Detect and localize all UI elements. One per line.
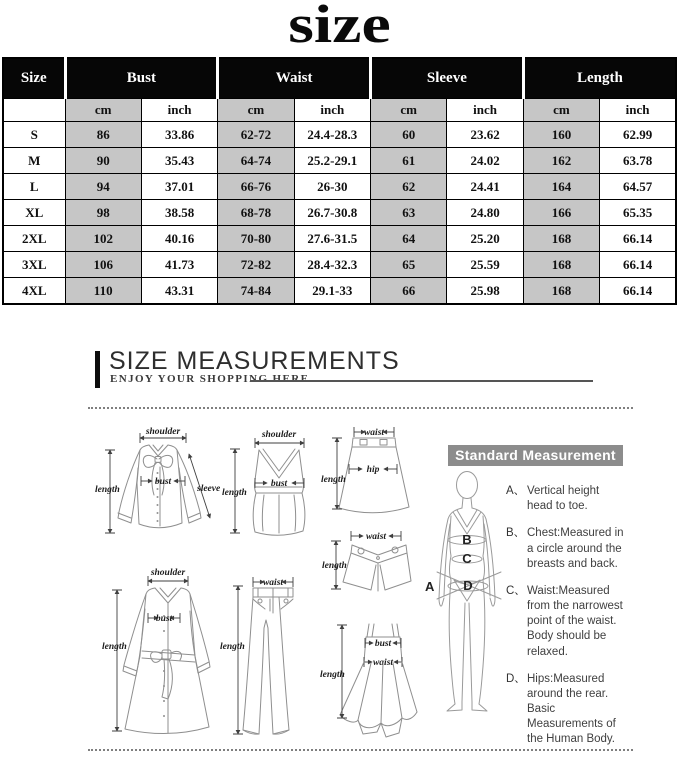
value-cell: 65.35 xyxy=(600,200,676,226)
value-cell: 164 xyxy=(523,174,599,200)
value-cell: 33.86 xyxy=(141,122,217,148)
shorts-length-label: length xyxy=(322,561,347,571)
value-cell: 168 xyxy=(523,252,599,278)
table-row xyxy=(3,148,676,174)
note-text: Vertical height head to toe. xyxy=(527,485,600,513)
measurement-note xyxy=(506,526,627,572)
page-title: size xyxy=(288,0,391,54)
table-row xyxy=(3,252,676,278)
value-cell: 40.16 xyxy=(141,226,217,252)
section-title: SIZE MEASUREMENTS xyxy=(109,347,400,375)
value-cell: 68-78 xyxy=(218,200,294,226)
value-cell: 60 xyxy=(371,122,447,148)
note-key: D、 xyxy=(506,672,526,685)
value-cell: 110 xyxy=(65,278,141,305)
section-subtitle: ENJOY YOUR SHOPPING HERE xyxy=(110,373,310,385)
table-row xyxy=(3,226,676,252)
size-cell: XL xyxy=(3,200,65,226)
size-cell: 2XL xyxy=(3,226,65,252)
value-cell: 62.99 xyxy=(600,122,676,148)
size-cell: M xyxy=(3,148,65,174)
measurement-note xyxy=(506,484,627,514)
value-cell: 66.14 xyxy=(600,252,676,278)
table-row xyxy=(3,200,676,226)
value-cell: 26-30 xyxy=(294,174,370,200)
unit-cell: cm xyxy=(371,99,447,122)
dress-waist-label: waist xyxy=(372,658,394,668)
column-header-sleeve: Sleeve xyxy=(371,58,524,99)
top-shoulder-label: shoulder xyxy=(261,430,297,440)
shorts-sketch xyxy=(316,521,416,601)
pants-length-label: length xyxy=(220,642,245,652)
value-cell: 66-76 xyxy=(218,174,294,200)
value-cell: 64-74 xyxy=(218,148,294,174)
unit-cell: inch xyxy=(294,99,370,122)
unit-cell: cm xyxy=(65,99,141,122)
top-sketch xyxy=(222,425,322,545)
body-figure xyxy=(423,460,508,728)
value-cell: 24.02 xyxy=(447,148,523,174)
unit-cell: inch xyxy=(600,99,676,122)
figure-label-d: D xyxy=(463,578,473,593)
value-cell: 61 xyxy=(371,148,447,174)
blouse-length-label: length xyxy=(95,485,120,495)
measurement-note xyxy=(506,584,627,660)
value-cell: 66.14 xyxy=(600,278,676,305)
value-cell: 66.14 xyxy=(600,226,676,252)
blouse-sketch xyxy=(93,423,231,545)
dress-sketch xyxy=(313,610,421,746)
skirt-length-label: length xyxy=(321,475,346,485)
table-header-row xyxy=(3,58,676,99)
measurement-notes xyxy=(506,484,627,758)
top-length-label: length xyxy=(222,488,247,498)
figure-label-a: A xyxy=(425,579,435,594)
size-cell: 3XL xyxy=(3,252,65,278)
value-cell: 64.57 xyxy=(600,174,676,200)
unit-row xyxy=(3,99,676,122)
value-cell: 24.41 xyxy=(447,174,523,200)
value-cell: 23.62 xyxy=(447,122,523,148)
skirt-hip-label: hip xyxy=(366,465,380,475)
value-cell: 94 xyxy=(65,174,141,200)
section-accent-bar xyxy=(95,351,100,388)
unit-cell: cm xyxy=(218,99,294,122)
section-rule xyxy=(250,380,593,382)
note-key: B、 xyxy=(506,527,526,540)
value-cell: 27.6-31.5 xyxy=(294,226,370,252)
coat-shoulder-label: shoulder xyxy=(150,568,186,578)
note-text: Hips:Measured around the rear. Basic Measurements of the Human Body. xyxy=(527,672,616,746)
size-cell: 4XL xyxy=(3,278,65,305)
value-cell: 25.98 xyxy=(447,278,523,305)
size-cell: S xyxy=(3,122,65,148)
measurement-note xyxy=(506,672,627,748)
coat-bust-label: bust xyxy=(155,614,173,624)
value-cell: 168 xyxy=(523,278,599,305)
value-cell: 62-72 xyxy=(218,122,294,148)
size-table xyxy=(2,57,677,305)
value-cell: 63 xyxy=(371,200,447,226)
value-cell: 37.01 xyxy=(141,174,217,200)
note-text: Waist:Measured from the narrowest point of the waist. Body should be relaxed. xyxy=(527,584,623,658)
table-row xyxy=(3,122,676,148)
unit-cell: inch xyxy=(141,99,217,122)
dotted-divider-top xyxy=(88,407,633,409)
value-cell: 26.7-30.8 xyxy=(294,200,370,226)
value-cell: 38.58 xyxy=(141,200,217,226)
value-cell: 35.43 xyxy=(141,148,217,174)
column-header-waist: Waist xyxy=(218,58,371,99)
value-cell: 74-84 xyxy=(218,278,294,305)
value-cell: 66 xyxy=(371,278,447,305)
value-cell: 25.59 xyxy=(447,252,523,278)
value-cell: 72-82 xyxy=(218,252,294,278)
value-cell: 168 xyxy=(523,226,599,252)
column-header-size: Size xyxy=(3,58,65,99)
blouse-shoulder-label: shoulder xyxy=(145,427,181,437)
unit-cell: inch xyxy=(447,99,523,122)
value-cell: 65 xyxy=(371,252,447,278)
value-cell: 166 xyxy=(523,200,599,226)
unit-cell: cm xyxy=(523,99,599,122)
blouse-sleeve-label: sleeve xyxy=(197,484,221,494)
table-row xyxy=(3,278,676,305)
value-cell: 41.73 xyxy=(141,252,217,278)
value-cell: 102 xyxy=(65,226,141,252)
note-text: Chest:Measured in a circle around the breasts and back. xyxy=(527,527,624,570)
dress-bust-label: bust xyxy=(374,639,392,649)
value-cell: 25.20 xyxy=(447,226,523,252)
size-cell: L xyxy=(3,174,65,200)
value-cell: 90 xyxy=(65,148,141,174)
column-header-bust: Bust xyxy=(65,58,218,99)
value-cell: 63.78 xyxy=(600,148,676,174)
value-cell: 28.4-32.3 xyxy=(294,252,370,278)
column-header-length: Length xyxy=(523,58,676,99)
skirt-waist-label: waist xyxy=(363,428,385,438)
value-cell: 70-80 xyxy=(218,226,294,252)
value-cell: 24.4-28.3 xyxy=(294,122,370,148)
value-cell: 62 xyxy=(371,174,447,200)
unit-blank-cell xyxy=(3,99,65,122)
value-cell: 160 xyxy=(523,122,599,148)
value-cell: 25.2-29.1 xyxy=(294,148,370,174)
dress-length-label: length xyxy=(320,670,345,680)
value-cell: 98 xyxy=(65,200,141,226)
value-cell: 29.1-33 xyxy=(294,278,370,305)
pants-sketch xyxy=(216,568,306,744)
table-row xyxy=(3,174,676,200)
pants-waist-label: waist xyxy=(262,578,284,588)
note-key: A、 xyxy=(506,485,526,497)
value-cell: 24.80 xyxy=(447,200,523,226)
value-cell: 162 xyxy=(523,148,599,174)
size-table-body xyxy=(3,122,676,305)
figure-label-c: C xyxy=(462,551,472,566)
value-cell: 43.31 xyxy=(141,278,217,305)
value-cell: 106 xyxy=(65,252,141,278)
skirt-sketch xyxy=(316,421,412,521)
shorts-waist-label: waist xyxy=(365,532,387,542)
coat-sketch xyxy=(96,561,220,745)
figure-label-b: B xyxy=(462,532,472,547)
value-cell: 86 xyxy=(65,122,141,148)
note-key: C、 xyxy=(506,584,526,597)
standard-measurement-title: Standard Measurement xyxy=(448,445,623,466)
value-cell: 64 xyxy=(371,226,447,252)
coat-length-label: length xyxy=(102,642,127,652)
top-bust-label: bust xyxy=(270,479,288,489)
blouse-bust-label: bust xyxy=(154,477,172,487)
